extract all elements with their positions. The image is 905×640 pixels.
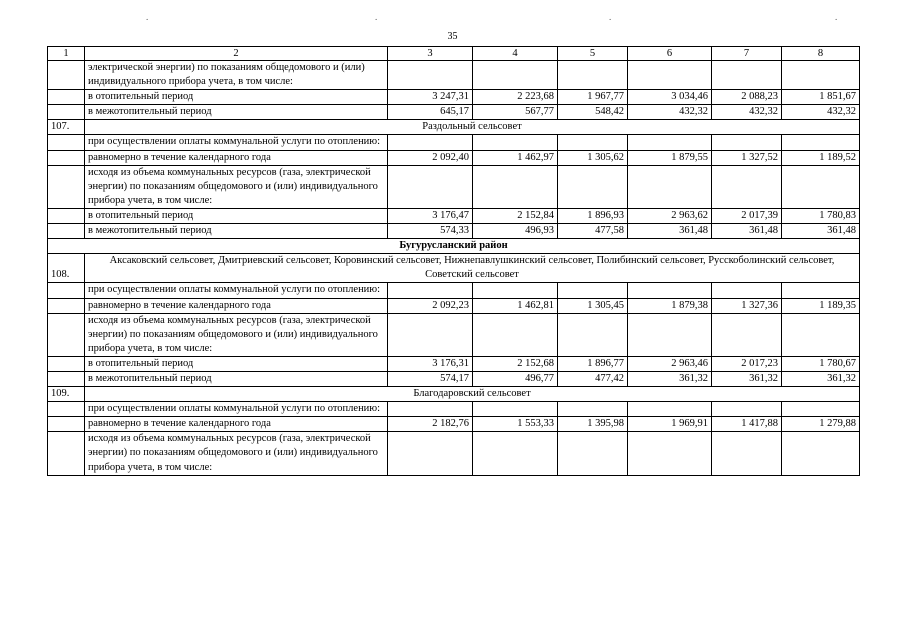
row-label: электрической энергии) по показаниям общедомового и (или) индивидуального прибора учета, в том числе: xyxy=(85,61,388,90)
value-cell: 2 152,68 xyxy=(473,356,558,371)
column-header: 2 xyxy=(85,47,388,61)
row-label: равномерно в течение календарного года xyxy=(85,150,388,165)
value-cell: 1 417,88 xyxy=(712,417,782,432)
value-cell: 574,17 xyxy=(388,371,473,386)
value-cell: 1 189,52 xyxy=(782,150,860,165)
column-header: 7 xyxy=(712,47,782,61)
value-cell: 361,48 xyxy=(712,224,782,239)
value-cell: 1 879,38 xyxy=(628,298,712,313)
table-row xyxy=(48,150,860,165)
value-cell: 645,17 xyxy=(388,105,473,120)
value-cell: 361,32 xyxy=(628,371,712,386)
value-cell: 2 017,23 xyxy=(712,356,782,371)
value-cell: 496,77 xyxy=(473,371,558,386)
value-cell: 1 896,77 xyxy=(558,356,628,371)
table-row xyxy=(48,61,860,90)
column-header: 1 xyxy=(48,47,85,61)
table-row xyxy=(48,283,860,298)
value-cell: 1 879,55 xyxy=(628,150,712,165)
value-cell: 432,32 xyxy=(712,105,782,120)
value-cell: 1 462,97 xyxy=(473,150,558,165)
value-cell: 1 327,36 xyxy=(712,298,782,313)
value-cell: 1 967,77 xyxy=(558,90,628,105)
entry-number: 107. xyxy=(48,120,85,135)
table-row xyxy=(48,417,860,432)
entry-number: 109. xyxy=(48,387,85,402)
value-cell: 1 462,81 xyxy=(473,298,558,313)
value-cell: 1 780,83 xyxy=(782,208,860,223)
tariff-table xyxy=(47,46,860,476)
locality-row xyxy=(48,387,860,402)
value-cell: 477,42 xyxy=(558,371,628,386)
value-cell: 361,48 xyxy=(628,224,712,239)
value-cell: 2 088,23 xyxy=(712,90,782,105)
column-header: 6 xyxy=(628,47,712,61)
value-cell: 361,32 xyxy=(712,371,782,386)
value-cell: 1 305,45 xyxy=(558,298,628,313)
value-cell: 1 327,52 xyxy=(712,150,782,165)
table-row xyxy=(48,135,860,150)
column-header: 5 xyxy=(558,47,628,61)
value-cell: 574,33 xyxy=(388,224,473,239)
district-row xyxy=(48,239,860,254)
value-cell: 3 034,46 xyxy=(628,90,712,105)
row-label: в отопительный период xyxy=(85,356,388,371)
table-row xyxy=(48,105,860,120)
value-cell: 567,77 xyxy=(473,105,558,120)
table-row xyxy=(48,208,860,223)
value-cell: 1 896,93 xyxy=(558,208,628,223)
value-cell: 1 969,91 xyxy=(628,417,712,432)
locality-row xyxy=(48,120,860,135)
table-row xyxy=(48,402,860,417)
column-header: 8 xyxy=(782,47,860,61)
row-label: при осуществлении оплаты коммунальной услуги по отоплению: xyxy=(85,135,388,150)
table-row xyxy=(48,371,860,386)
table-row xyxy=(48,224,860,239)
column-header: 4 xyxy=(473,47,558,61)
value-cell: 1 851,67 xyxy=(782,90,860,105)
value-cell: 1 780,67 xyxy=(782,356,860,371)
value-cell: 1 395,98 xyxy=(558,417,628,432)
value-cell: 361,48 xyxy=(782,224,860,239)
value-cell: 2 152,84 xyxy=(473,208,558,223)
row-label: исходя из объема коммунальных ресурсов (газа, электрической энергии) по показаниям общедомового и (или) индивидуального прибора учета, в том числе: xyxy=(85,165,388,208)
row-label: при осуществлении оплаты коммунальной услуги по отоплению: xyxy=(85,283,388,298)
row-label: в межотопительный период xyxy=(85,371,388,386)
value-cell: 2 963,46 xyxy=(628,356,712,371)
entry-number: 108. xyxy=(48,254,85,283)
row-label: исходя из объема коммунальных ресурсов (газа, электрической энергии) по показаниям общедомового и (или) индивидуального прибора учета, в том числе: xyxy=(85,313,388,356)
table-row xyxy=(48,313,860,356)
value-cell: 548,42 xyxy=(558,105,628,120)
locality-row xyxy=(48,254,860,283)
table-row xyxy=(48,356,860,371)
table-row xyxy=(48,165,860,208)
value-cell: 1 305,62 xyxy=(558,150,628,165)
value-cell: 2 092,23 xyxy=(388,298,473,313)
value-cell: 432,32 xyxy=(782,105,860,120)
table-row xyxy=(48,432,860,475)
column-header-row xyxy=(48,47,860,61)
row-index xyxy=(48,61,85,90)
value-cell: 496,93 xyxy=(473,224,558,239)
row-label: в отопительный период xyxy=(85,208,388,223)
value-cell: 3 176,47 xyxy=(388,208,473,223)
value-cell: 2 963,62 xyxy=(628,208,712,223)
row-label: при осуществлении оплаты коммунальной услуги по отоплению: xyxy=(85,402,388,417)
locality-name: Раздольный сельсовет xyxy=(85,120,860,135)
value-cell: 432,32 xyxy=(628,105,712,120)
table-row xyxy=(48,90,860,105)
value-cell: 2 017,39 xyxy=(712,208,782,223)
value-cell: 3 176,31 xyxy=(388,356,473,371)
row-label: исходя из объема коммунальных ресурсов (газа, электрической энергии) по показаниям общедомового и (или) индивидуального прибора учета, в том числе: xyxy=(85,432,388,475)
column-header: 3 xyxy=(388,47,473,61)
page-number: 35 xyxy=(447,31,458,42)
value-cell: 1 553,33 xyxy=(473,417,558,432)
value-cell: 1 189,35 xyxy=(782,298,860,313)
value-cell: 2 092,40 xyxy=(388,150,473,165)
row-label: равномерно в течение календарного года xyxy=(85,417,388,432)
row-label: в межотопительный период xyxy=(85,224,388,239)
value-cell: 3 247,31 xyxy=(388,90,473,105)
table-row xyxy=(48,298,860,313)
district-name: Бугурусланский район xyxy=(48,239,860,254)
value-cell: 1 279,88 xyxy=(782,417,860,432)
row-label: в межотопительный период xyxy=(85,105,388,120)
value-cell: 2 182,76 xyxy=(388,417,473,432)
row-label: равномерно в течение календарного года xyxy=(85,298,388,313)
row-label: в отопительный период xyxy=(85,90,388,105)
value-cell: 361,32 xyxy=(782,371,860,386)
value-cell: 2 223,68 xyxy=(473,90,558,105)
value-cell: 477,58 xyxy=(558,224,628,239)
locality-name: Аксаковский сельсовет, Дмитриевский сельсовет, Коровинский сельсовет, Нижнепавлушкинский сельсовет, Полибинский сельсовет, Русскоболинский сельсовет, Советский сельсовет xyxy=(85,254,860,283)
locality-name: Благодаровский сельсовет xyxy=(85,387,860,402)
